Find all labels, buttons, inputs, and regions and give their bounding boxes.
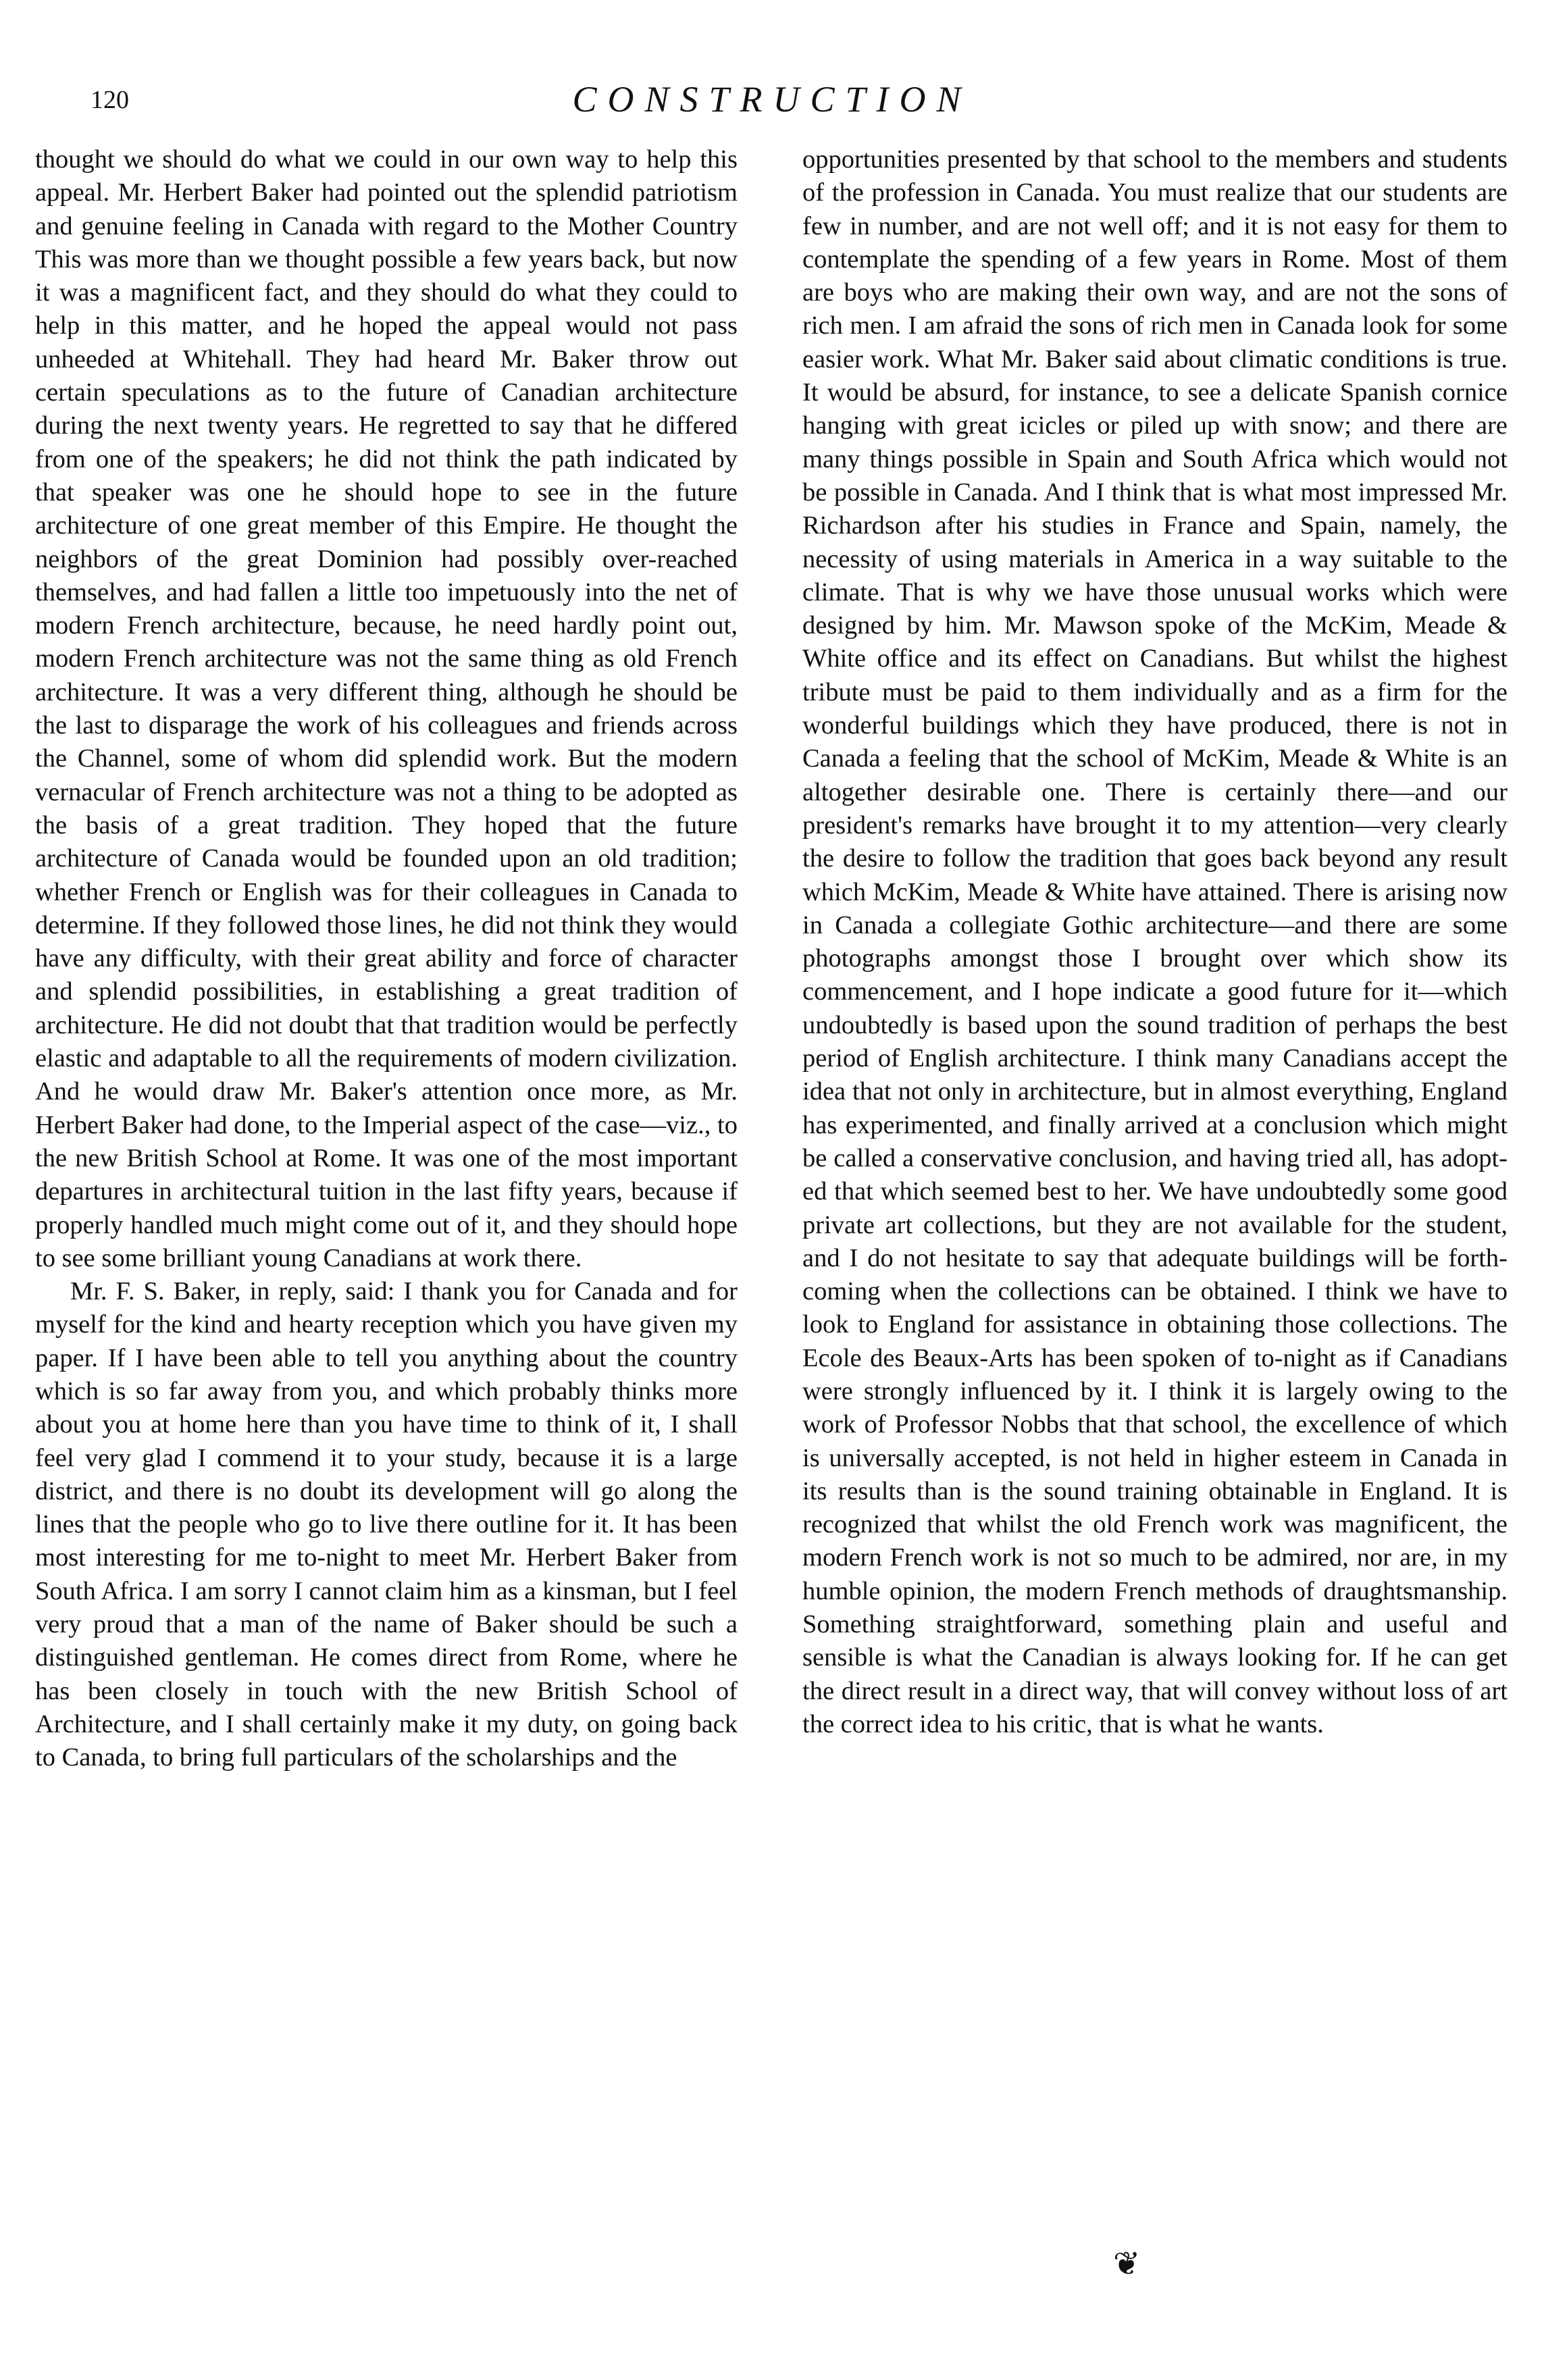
right-column bbox=[802, 143, 1508, 1741]
right-paragraph-1: opportunities presented by that school to the members and students of the profession in Canada. You must realize that our students are few in number, and are not well off; and it is not easy for them to contemplate the spending of a few years in Rome. Most of them are boys who are making their own way, and are not the sons of rich men. I am afraid the sons of rich men in Canada look for some easier work. What Mr. Baker said about climatic conditions is true. It would be absurd, for instance, to see a delicate Spanish cornice hanging with great icicles or piled up with snow; and there are many things possible in Spain and South Africa which would not be possible in Canada. And I think that is what most impressed Mr. Richardson after his studies in France and Spain, namely, the necessity of using materials in America in a way suitable to the climate. That is why we have those unusual works which were designed by him. Mr. Mawson spoke of the McKim, Meade & White office and its effect on Canadians. But whilst the highest tribute must be paid to them individually and as a firm for the wonderful buildings which they have produced, there is not in Canada a feeling that the school of McKim, Meade & White is an altogether desirable one. There is certainly there—and our president's remarks have brought it to my attention—very clearly the desire to follow the tradition that goes back beyond any result which McKim, Meade & White have attained. There is arising now in Canada a collegiate Gothic architecture—and there are some photographs amongst those I brought over which show its commencement, and I hope indicate a good future for it—which undoubtedly is based upon the sound tradition of perhaps the best period of English architecture. I think many Canadians accept the idea that not only in architecture, but in almost everything, England has experimented, and finally arrived at a conclusion which might be called a conservative conclusion, and having tried all, has adopted that which seemed best to her. We have undoubtedly some good private art collections, but they are not available for the student, and I do not hesitate to say that adequate buildings will be forthcoming when the collections can be obtained. I think we have to look to England for assistance in obtaining those collections. The Ecole des Beaux-Arts has been spoken of to-night as if Canadians were strongly influenced by it. I think it is largely owing to the work of Professor Nobbs that that school, the excellence of which is universally accepted, is not held in higher esteem in Canada in its results than is the sound training obtainable in England. It is recognized that whilst the old French work was magnificent, the modern French work is not so much to be admired, nor are, in my humble opinion, the modern French methods of draughtsmanship. Something straightforward, something plain and useful and sensible is what the Canadian is always looking for. If he can get the direct result in a direct way, that will convey without loss of art the correct idea to his critic, that is what he wants. bbox=[802, 145, 1508, 1738]
fleuron-icon: ❦ bbox=[1113, 2246, 1141, 2282]
left-paragraph-1: thought we should do what we could in our own way to help this appeal. Mr. Herbert Baker had pointed out the splendid patriotism and genuine feeling in Canada with regard to the Mother Country This was more than we thought possible a few years back, but now it was a magnificent fact, and they should do what they could to help in this matter, and he hoped the appeal would not pass unheeded at Whitehall. They had heard Mr. Baker throw out certain speculations as to the future of Canadian architecture during the next twenty years. He regretted to say that he differed from one of the speakers; he did not think the path indicated by that speaker was one he should hope to see in the future architecture of one great member of this Empire. He thought the neighbors of the great Dominion had possibly over-reached themselves, and had fallen a little too impetuously into the net of modern French architecture, because, he need hardly point out, modern French architecture was not the same thing as old French architecture. It was a very different thing, although he should be the last to disparage the work of his colleagues and friends across the Channel, some of whom did splendid work. But the modern vernacular of French architecture was not a thing to be adopted as the basis of a great tradition. They hoped that the future architecture of Canada would be founded upon an old tradition; whether French or English was for their colleagues in Canada to determine. If they followed those lines, he did not think they would have any difficulty, with their great ability and force of character and splendid possibilities, in establishing a great tradition of architecture. He did not doubt that that tradition would be perfectly elastic and adaptable to all the requirements of modern civilization. And he would draw Mr. Baker's attention once more, as Mr. Herbert Baker had done, to the Imperial aspect of the case—viz., to the new British School at Rome. It was one of the most important departures in architectural tuition in the last fifty years, because if properly handled much might come out of it, and they should hope to see some brilliant young Canadians at work there. bbox=[35, 145, 738, 1272]
left-column bbox=[35, 143, 738, 1775]
page-number: 120 bbox=[91, 86, 129, 114]
running-title: CONSTRUCTION bbox=[572, 79, 972, 120]
left-paragraph-2: Mr. F. S. Baker, in reply, said: I thank you for Canada and for myself for the kind and hearty reception which you have given my paper. If I have been able to tell you anything about the country which is so far away from you, and which probably thinks more about you at home here than you have time to think of it, I shall feel very glad I commend it to your study, because it is a large district, and there is no doubt its development will go along the lines that the people who go to live there outline for it. It has been most interesting for me to-night to meet Mr. Herbert Baker from South Africa. I am sorry I cannot claim him as a kinsman, but I feel very proud that a man of the name of Baker should be such a distinguished gentleman. He comes direct from Rome, where he has been closely in touch with the new British School of Architecture, and I shall certainly make it my duty, on going back to Canada, to bring full particulars of the scholarships and the bbox=[35, 1277, 738, 1772]
